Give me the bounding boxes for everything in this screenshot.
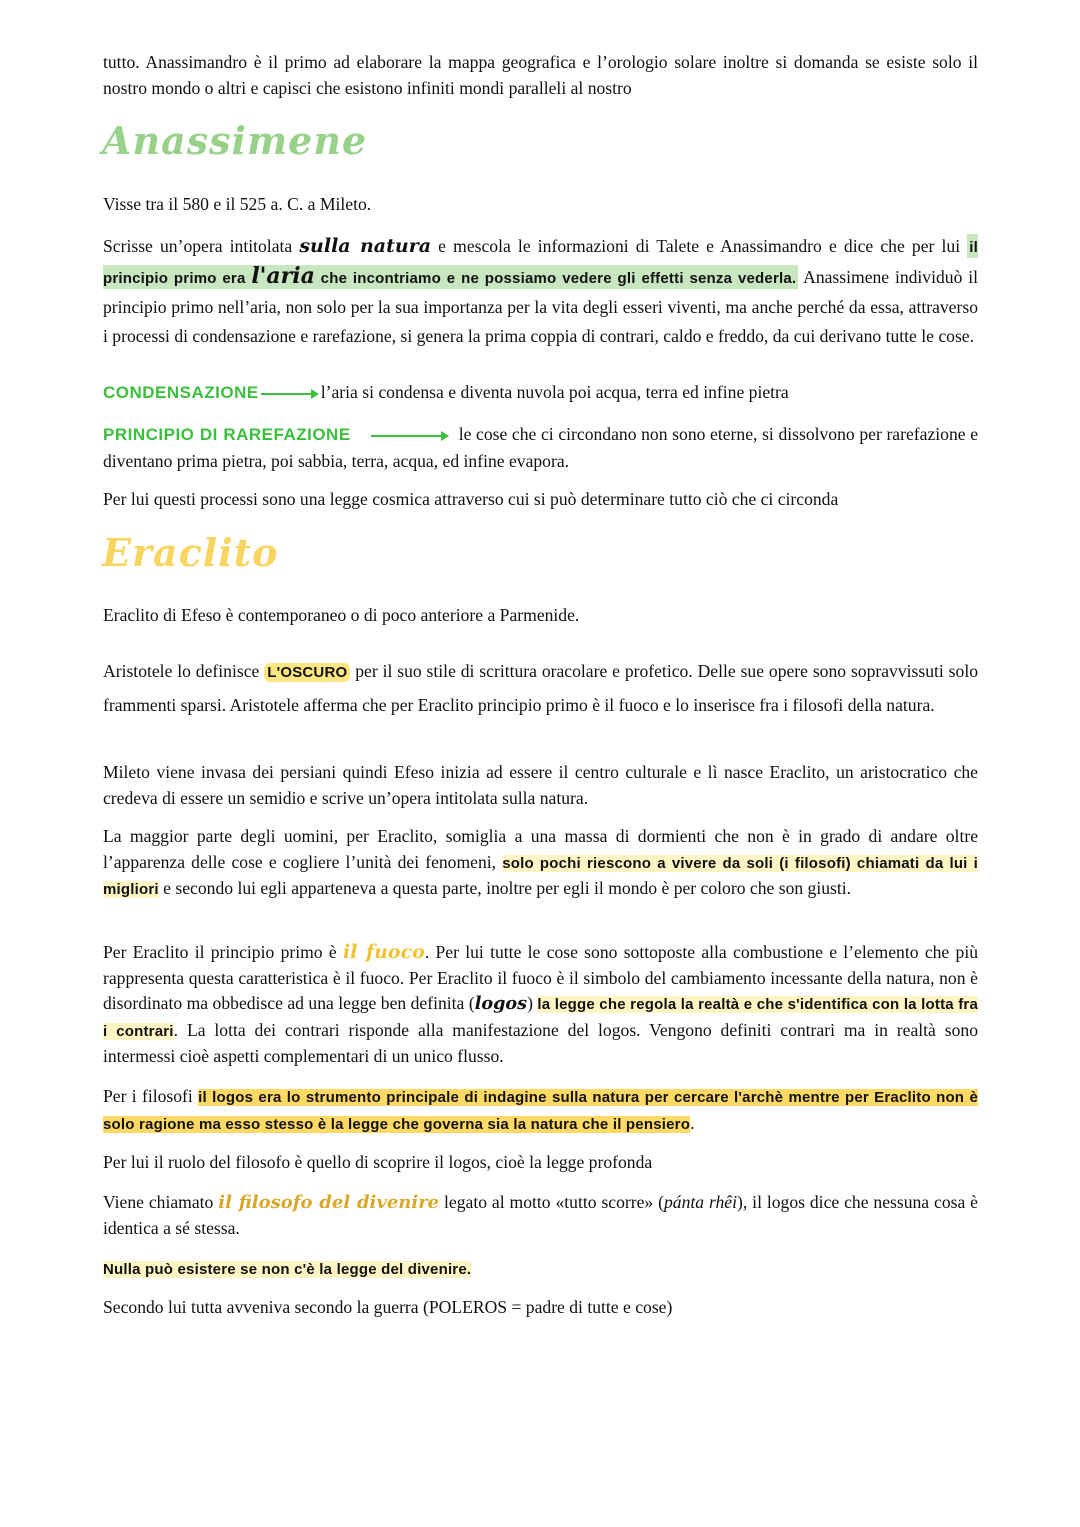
handwritten-logos: logos xyxy=(474,993,528,1015)
eraclito-divenire xyxy=(103,1190,978,1241)
anassimene-paragraph-opera xyxy=(103,232,978,351)
text: La maggior parte degli uomini, per Eraclito, somiglia a una massa di dormienti che non è in grado di andare oltre l’apparenza delle cose e cogliere l’unità dei fenomeni, xyxy=(103,826,978,872)
highlight-green: il principio primo era xyxy=(103,239,978,287)
handwritten-aria: l'aria xyxy=(251,263,315,289)
text: . Per lui tutte le cose sono sottoposte alla combustione e l’elemento che più rappresenta questa caratteristica è il fuoco. Per Eraclito il fuoco è il simbolo del cambiamento incessante della natura, non è disordinato ma obbedisce ad una legge ben definita ( xyxy=(103,942,978,1014)
label-condensazione: CONDENSAZIONE xyxy=(103,383,259,402)
eraclito-nulla xyxy=(103,1256,978,1283)
text: e secondo lui egli apparteneva a questa parte, inoltre per egli il mondo è per coloro che son giusti. xyxy=(158,878,852,899)
text-italic: pánta rhêi xyxy=(664,1192,738,1212)
heading-anassimene: Anassimene xyxy=(102,118,368,163)
eraclito-dormienti xyxy=(103,824,978,903)
text: le cose che ci circondano non sono eterne, si dissolvono per rarefazione e diventano prima pietra, poi sabbia, terra, acqua, ed infine evapora. xyxy=(103,424,979,471)
highlight-orange: il logos era lo strumento principale di indagine sulla natura per cercare l'archè mentre per Eraclito non è solo ragione ma esso stesso è la legge che governa sia la natura che il pensiero xyxy=(103,1089,978,1133)
eraclito-fuoco xyxy=(103,940,978,1070)
label-rarefazione: PRINCIPIO DI RAREFAZIONE xyxy=(103,425,351,444)
text: . xyxy=(690,1112,695,1133)
text: l’aria si condensa e diventa nuvola poi acqua, terra ed infine pietra xyxy=(320,382,789,402)
handwritten-filosofo-divenire: il filosofo del divenire xyxy=(218,1192,440,1213)
intro-paragraph: tutto. Anassimandro è il primo ad elaborare la mappa geografica e l’orologio solare inoltre si domanda se esiste solo il nostro mondo o altri e capisci che esistono infiniti mondi paralleli al nostro xyxy=(103,52,978,98)
text: ), il logos dice che nessuna cosa è identica a sé stessa. xyxy=(103,1192,978,1238)
text: legato al motto «tutto scorre» ( xyxy=(439,1192,664,1212)
highlight-oscuro: L'OSCURO xyxy=(264,663,350,682)
eraclito-oscuro xyxy=(103,655,978,721)
text: per il suo stile di scrittura oracolare e profetico. Delle sue opere sono sopravvissuti solo frammenti sparsi. Aristotele afferma che per Eraclito principio primo è il fuoco e lo inserisce fra i filosofi della natura. xyxy=(103,661,979,715)
arrow-icon xyxy=(371,435,447,437)
heading-eraclito: Eraclito xyxy=(102,530,279,575)
handwritten-title: sulla natura xyxy=(299,235,432,257)
highlight-green: che incontriamo e ne possiamo vedere gli effetti senza vederla. xyxy=(314,270,797,287)
text: Per Eraclito il principio primo è xyxy=(103,942,343,962)
text: Anassimene individuò il principio primo nell’aria, non solo per la sua importanza per la vita degli esseri viventi, ma anche perché da essa, attraverso i processi di condensazione e rarefazione, si genera la prima coppia di contrari, caldo e freddo, da cui derivano tutte le cose. xyxy=(103,267,978,346)
text: Scrisse un’opera intitolata xyxy=(103,236,300,256)
text: ) xyxy=(527,993,538,1014)
eraclito-ruolo-filosofo: Per lui il ruolo del filosofo è quello di scoprire il logos, cioè la legge profonda xyxy=(103,1152,653,1172)
anassimene-dates: Visse tra il 580 e il 525 a. C. a Mileto. xyxy=(103,194,372,214)
eraclito-logos xyxy=(103,1084,978,1137)
condensazione-row xyxy=(103,380,978,406)
eraclito-intro: Eraclito di Efeso è contemporaneo o di poco anteriore a Parmenide. xyxy=(103,605,580,625)
text: . La lotta dei contrari risponde alla manifestazione del logos. Vengono definiti contrari ma in realtà sono intermessi cioè aspetti complementari di un unico flusso. xyxy=(103,1019,978,1067)
highlight-yellow: la legge che regola la realtà e che s'identifica con la lotta fra i contrari xyxy=(103,996,978,1040)
arrow-icon xyxy=(261,393,317,395)
highlight-yellow: solo pochi riescono a vivere da soli (i filosofi) chiamati da lui i migliori xyxy=(103,854,979,899)
anassimene-legge-cosmica: Per lui questi processi sono una legge cosmica attraverso cui si può determinare tutto ciò che ci circonda xyxy=(103,489,839,509)
handwritten-fuoco: il fuoco xyxy=(342,941,425,963)
text: e mescola le informazioni di Talete e Anassimandro e dice che per lui xyxy=(431,236,968,256)
text: Viene chiamato xyxy=(103,1192,219,1212)
eraclito-guerra: Secondo lui tutta avveniva secondo la guerra (POLEROS = padre di tutte e cose) xyxy=(103,1297,673,1317)
highlight-yellow: Nulla può esistere se non c'è la legge del divenire. xyxy=(103,1261,472,1278)
text: Aristotele lo definisce xyxy=(103,661,265,681)
rarefazione-row xyxy=(103,421,978,475)
eraclito-mileto: Mileto viene invasa dei persiani quindi Efeso inizia ad essere il centro culturale e lì nasce Eraclito, un aristocratico che credeva di essere un semidio e scrive un’opera intitolata sulla natura. xyxy=(103,762,978,808)
text: Per i filosofi xyxy=(103,1086,199,1106)
